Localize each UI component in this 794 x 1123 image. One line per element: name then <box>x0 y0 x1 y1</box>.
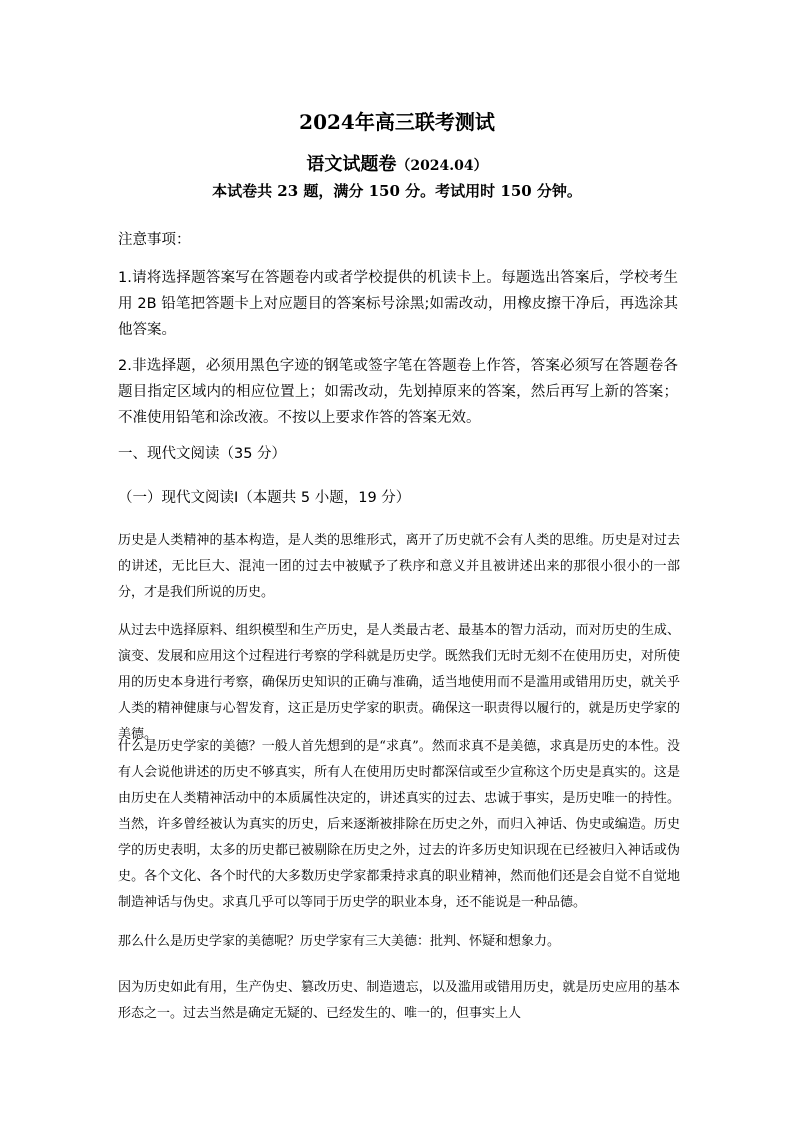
passage-paragraph-1: 历史是人类精神的基本构造，是人类的思维形式，离开了历史就不会有人类的思维。历史是对过去的讲述，无比巨大、混沌一团的过去中被赋予了秩序和意义并且被讲述出来的那很小很小的一部分，才是我们所说的历史。 <box>118 533 680 600</box>
notice-label: 注意事项： <box>118 232 191 248</box>
notice-item-1: 1.请将选择题答案写在答题卷内或者学校提供的机读卡上。每题选出答案后，学校考生用 2B 铅笔把答题卡上对应题目的答案标号涂黑;如需改动，用橡皮擦干净后，再选涂其他答案。 <box>118 270 678 338</box>
subsection-heading: （一）现代文阅读Ⅰ（本题共 5 小题，19 分） <box>118 490 411 506</box>
passage-paragraph-5: 因为历史如此有用，生产伪史、篡改历史、制造遗忘，以及滥用或错用历史，就是历史应用的基本形态之一。过去当然是确定无疑的、已经发生的、唯一的，但事实上人 <box>118 980 680 1021</box>
section-heading: 一、现代文阅读（35 分） <box>118 446 287 462</box>
paper-date: （2024.04） <box>396 158 488 174</box>
passage-paragraph-4: 那么什么是历史学家的美德呢？历史学家有三大美德：批判、怀疑和想象力。 <box>118 934 561 949</box>
notice-item-2: 2.非选择题，必须用黑色字迹的钢笔或签字笔在答题卷上作答，答案必须写在答题卷各题目指定区域内的相应位置上；如需改动，先划掉原来的答案，然后再写上新的答案；不准使用铅笔和涂改液。不按以上要求作答的答案无效。 <box>118 358 678 426</box>
exam-info: 本试卷共 23 题，满分 150 分。考试用时 150 分钟。 <box>212 182 582 200</box>
paper-title <box>0 150 794 176</box>
exam-title: 2024年高三联考测试 <box>299 110 495 134</box>
paper-title-main: 语文试题卷 <box>306 154 397 175</box>
passage-paragraph-3: 什么是历史学家的美德？一般人首先想到的是“求真”。然而求真不是美德，求真是历史的本性。没有人会说他讲述的历史不够真实，所有人在使用历史时都深信或至少宣称这个历史是真实的。这是由历史在人类精神活动中的本质属性决定的，讲述真实的过去、忠诚于事实，是历史唯一的持性。当然，许多曾经被认为真实的历史，后来逐渐被排除在历史之外，而归入神话、伪史或编造。历史学的历史表明，太多的历史都已被剔除在历史之外，过去的许多历史知识现在已经被归入神话或伪史。各个文化、各个时代的大多数历史学家都秉持求真的职业精神，然而他们还是会自觉不自觉地制造神话与伪史。求真几乎可以等同于历史学的职业本身，还不能说是一种品德。 <box>118 739 680 910</box>
passage-paragraph-2: 从过去中选择原料、组织模型和生产历史，是人类最古老、最基本的智力活动，而对历史的生成、演变、发展和应用这个过程进行考察的学科就是历史学。既然我们无时无刻不在使用历史，对所使用的历史本身进行考察，确保历史知识的正确与准确，适当地使用而不是滥用或错用历史，就关乎人类的精神健康与心智发育，这正是历史学家的职责。确保这一职责得以履行的，就是历史学家的美德。 <box>118 623 680 742</box>
